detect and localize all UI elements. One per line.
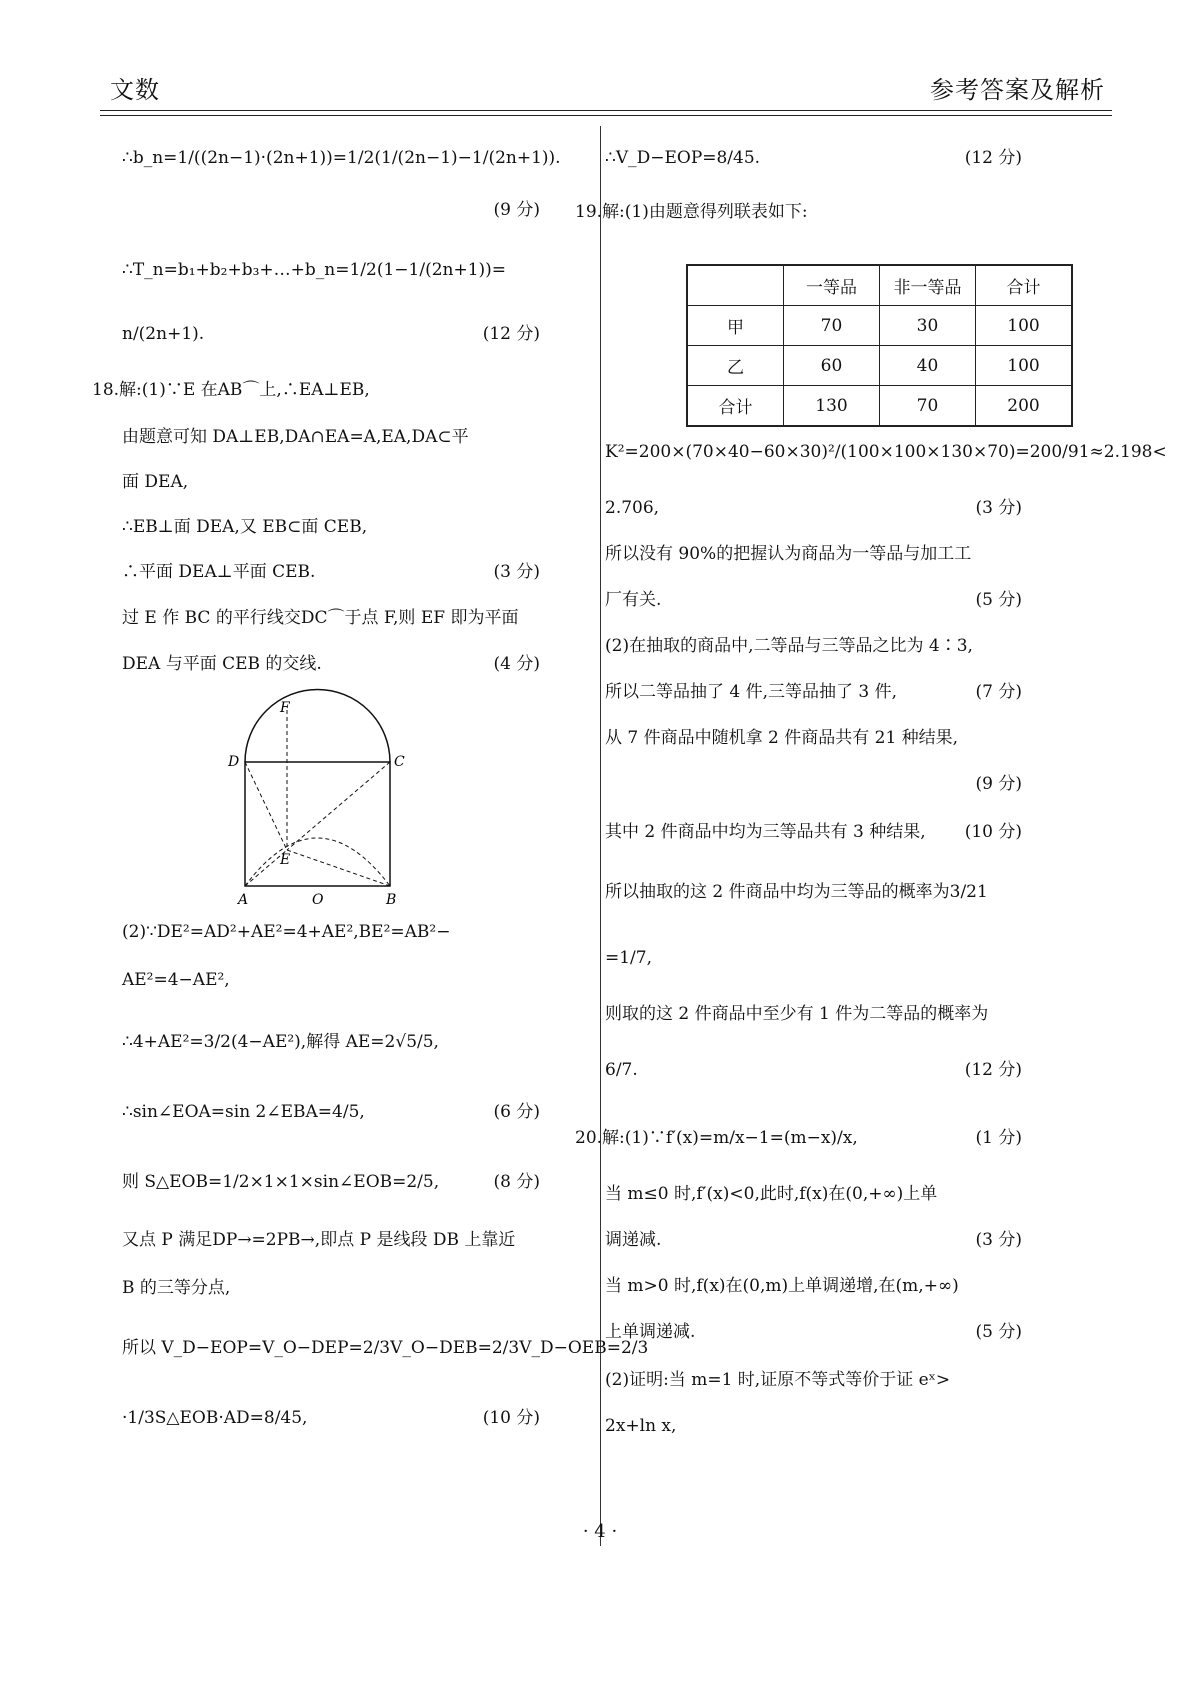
text-line: 从 7 件商品中随机拿 2 件商品共有 21 种结果,	[605, 728, 959, 748]
label-F: F	[280, 700, 290, 716]
label-O: O	[312, 892, 324, 908]
contingency-table	[686, 264, 1073, 427]
text-line: n/(2n+1).	[122, 324, 205, 344]
score-mark: (9 分)	[493, 200, 540, 220]
text-line: 则取的这 2 件商品中至少有 1 件为二等品的概率为	[605, 1004, 989, 1024]
table-cell: 合计	[976, 265, 1073, 306]
text-line: ∴EB⊥面 DEA,又 EB⊂面 CEB,	[122, 517, 368, 537]
table-cell: 甲	[687, 306, 784, 346]
score-mark: (3 分)	[975, 498, 1022, 518]
table-cell: 40	[880, 346, 976, 386]
label-A: A	[238, 892, 249, 908]
score-mark: (4 分)	[493, 654, 540, 674]
text-line: ∴T_n=b₁+b₂+b₃+…+b_n=1/2(1−1/(2n+1))=	[122, 260, 507, 280]
text-line: 厂有关.	[605, 590, 662, 610]
text-line: 其中 2 件商品中均为三等品共有 3 种结果,	[605, 822, 926, 842]
table-cell: 30	[880, 306, 976, 346]
score-mark: (10 分)	[964, 822, 1022, 842]
text-line: ∴V_D−EOP=8/45.	[605, 148, 761, 168]
text-line: 20.解:(1)∵f′(x)=m/x−1=(m−x)/x,	[575, 1128, 858, 1148]
text-line: ∴sin∠EOA=sin 2∠EBA=4/5,	[122, 1102, 365, 1122]
text-line: 所以没有 90%的把握认为商品为一等品与加工工	[605, 544, 972, 564]
score-mark: (3 分)	[975, 1230, 1022, 1250]
text-line: 所以二等品抽了 4 件,三等品抽了 3 件,	[605, 682, 898, 702]
text-line: K²=200×(70×40−60×30)²/(100×100×130×70)=200/91≈2.198<	[605, 442, 1167, 462]
table-cell	[687, 265, 784, 306]
score-mark: (8 分)	[493, 1172, 540, 1192]
table-row	[687, 346, 1072, 386]
score-mark: (5 分)	[975, 590, 1022, 610]
score-mark: (12 分)	[964, 148, 1022, 168]
text-line: 当 m≤0 时,f′(x)<0,此时,f(x)在(0,+∞)上单	[605, 1184, 938, 1204]
text-line: 6/7.	[605, 1060, 638, 1080]
label-C: C	[394, 754, 405, 770]
table-row	[687, 386, 1072, 427]
text-line: AE²=4−AE²,	[122, 970, 230, 990]
text-line: 2x+ln x,	[605, 1416, 677, 1436]
table-cell: 60	[784, 346, 880, 386]
score-mark: (9 分)	[975, 774, 1022, 794]
table-cell: 200	[976, 386, 1073, 427]
table-cell: 一等品	[784, 265, 880, 306]
text-line: DEA 与平面 CEB 的交线.	[122, 654, 322, 674]
table-cell: 130	[784, 386, 880, 427]
text-line: 又点 P 满足DP→=2PB→,即点 P 是线段 DB 上靠近	[122, 1230, 516, 1250]
text-line: =1/7,	[605, 948, 653, 968]
table-cell: 100	[976, 346, 1073, 386]
table-cell: 70	[880, 386, 976, 427]
text-line: (2)证明:当 m=1 时,证原不等式等价于证 eˣ>	[605, 1370, 951, 1390]
text-line: 19.解:(1)由题意得列联表如下:	[575, 202, 808, 222]
text-line: 过 E 作 BC 的平行线交DC⌒于点 F,则 EF 即为平面	[122, 608, 519, 628]
text-line: ·1/3S△EOB·AD=8/45,	[122, 1408, 308, 1428]
header-rule	[100, 110, 1112, 111]
text-line: 则 S△EOB=1/2×1×1×sin∠EOB=2/5,	[122, 1172, 440, 1192]
table-cell: 70	[784, 306, 880, 346]
geometry-figure	[228, 700, 420, 910]
score-mark: (6 分)	[493, 1102, 540, 1122]
score-mark: (3 分)	[493, 562, 540, 582]
header-subject: 文数	[110, 76, 160, 104]
score-mark: (10 分)	[482, 1408, 540, 1428]
text-line: ∴平面 DEA⊥平面 CEB.	[122, 562, 316, 582]
text-line: B 的三等分点,	[122, 1278, 231, 1298]
column-divider	[600, 126, 601, 1546]
header-rule-thin	[100, 115, 1112, 116]
header-title: 参考答案及解析	[930, 76, 1105, 104]
label-E: E	[280, 852, 291, 868]
label-B: B	[386, 892, 397, 908]
score-mark: (12 分)	[964, 1060, 1022, 1080]
table-cell: 非一等品	[880, 265, 976, 306]
text-line: 上单调递减.	[605, 1322, 696, 1342]
score-mark: (5 分)	[975, 1322, 1022, 1342]
label-D: D	[228, 754, 240, 770]
page-number: · 4 ·	[582, 1521, 618, 1542]
text-line: 所以抽取的这 2 件商品中均为三等品的概率为3/21	[605, 882, 988, 902]
text-line: 所以 V_D−EOP=V_O−DEP=2/3V_O−DEB=2/3V_D−OEB=2/3	[122, 1338, 649, 1358]
text-line: 当 m>0 时,f(x)在(0,m)上单调递增,在(m,+∞)	[605, 1276, 959, 1296]
table-cell: 合计	[687, 386, 784, 427]
text-line: 面 DEA,	[122, 472, 189, 492]
text-line: 2.706,	[605, 498, 660, 518]
text-line: 18.解:(1)∵E 在AB⌒上,∴EA⊥EB,	[92, 380, 370, 400]
score-mark: (12 分)	[482, 324, 540, 344]
score-mark: (1 分)	[975, 1128, 1022, 1148]
text-line: ∴4+AE²=3/2(4−AE²),解得 AE=2√5/5,	[122, 1032, 439, 1052]
text-line: 调递减.	[605, 1230, 662, 1250]
table-header-row	[687, 265, 1072, 306]
score-mark: (7 分)	[975, 682, 1022, 702]
table-row	[687, 306, 1072, 346]
text-line: (2)∵DE²=AD²+AE²=4+AE²,BE²=AB²−	[122, 922, 451, 942]
text-line: (2)在抽取的商品中,二等品与三等品之比为 4∶3,	[605, 636, 973, 656]
text-line: ∴b_n=1/((2n−1)·(2n+1))=1/2(1/(2n−1)−1/(2n+1)).	[122, 148, 561, 168]
table-cell: 乙	[687, 346, 784, 386]
text-line: 由题意可知 DA⊥EB,DA∩EA=A,EA,DA⊂平	[122, 427, 469, 447]
table-cell: 100	[976, 306, 1073, 346]
